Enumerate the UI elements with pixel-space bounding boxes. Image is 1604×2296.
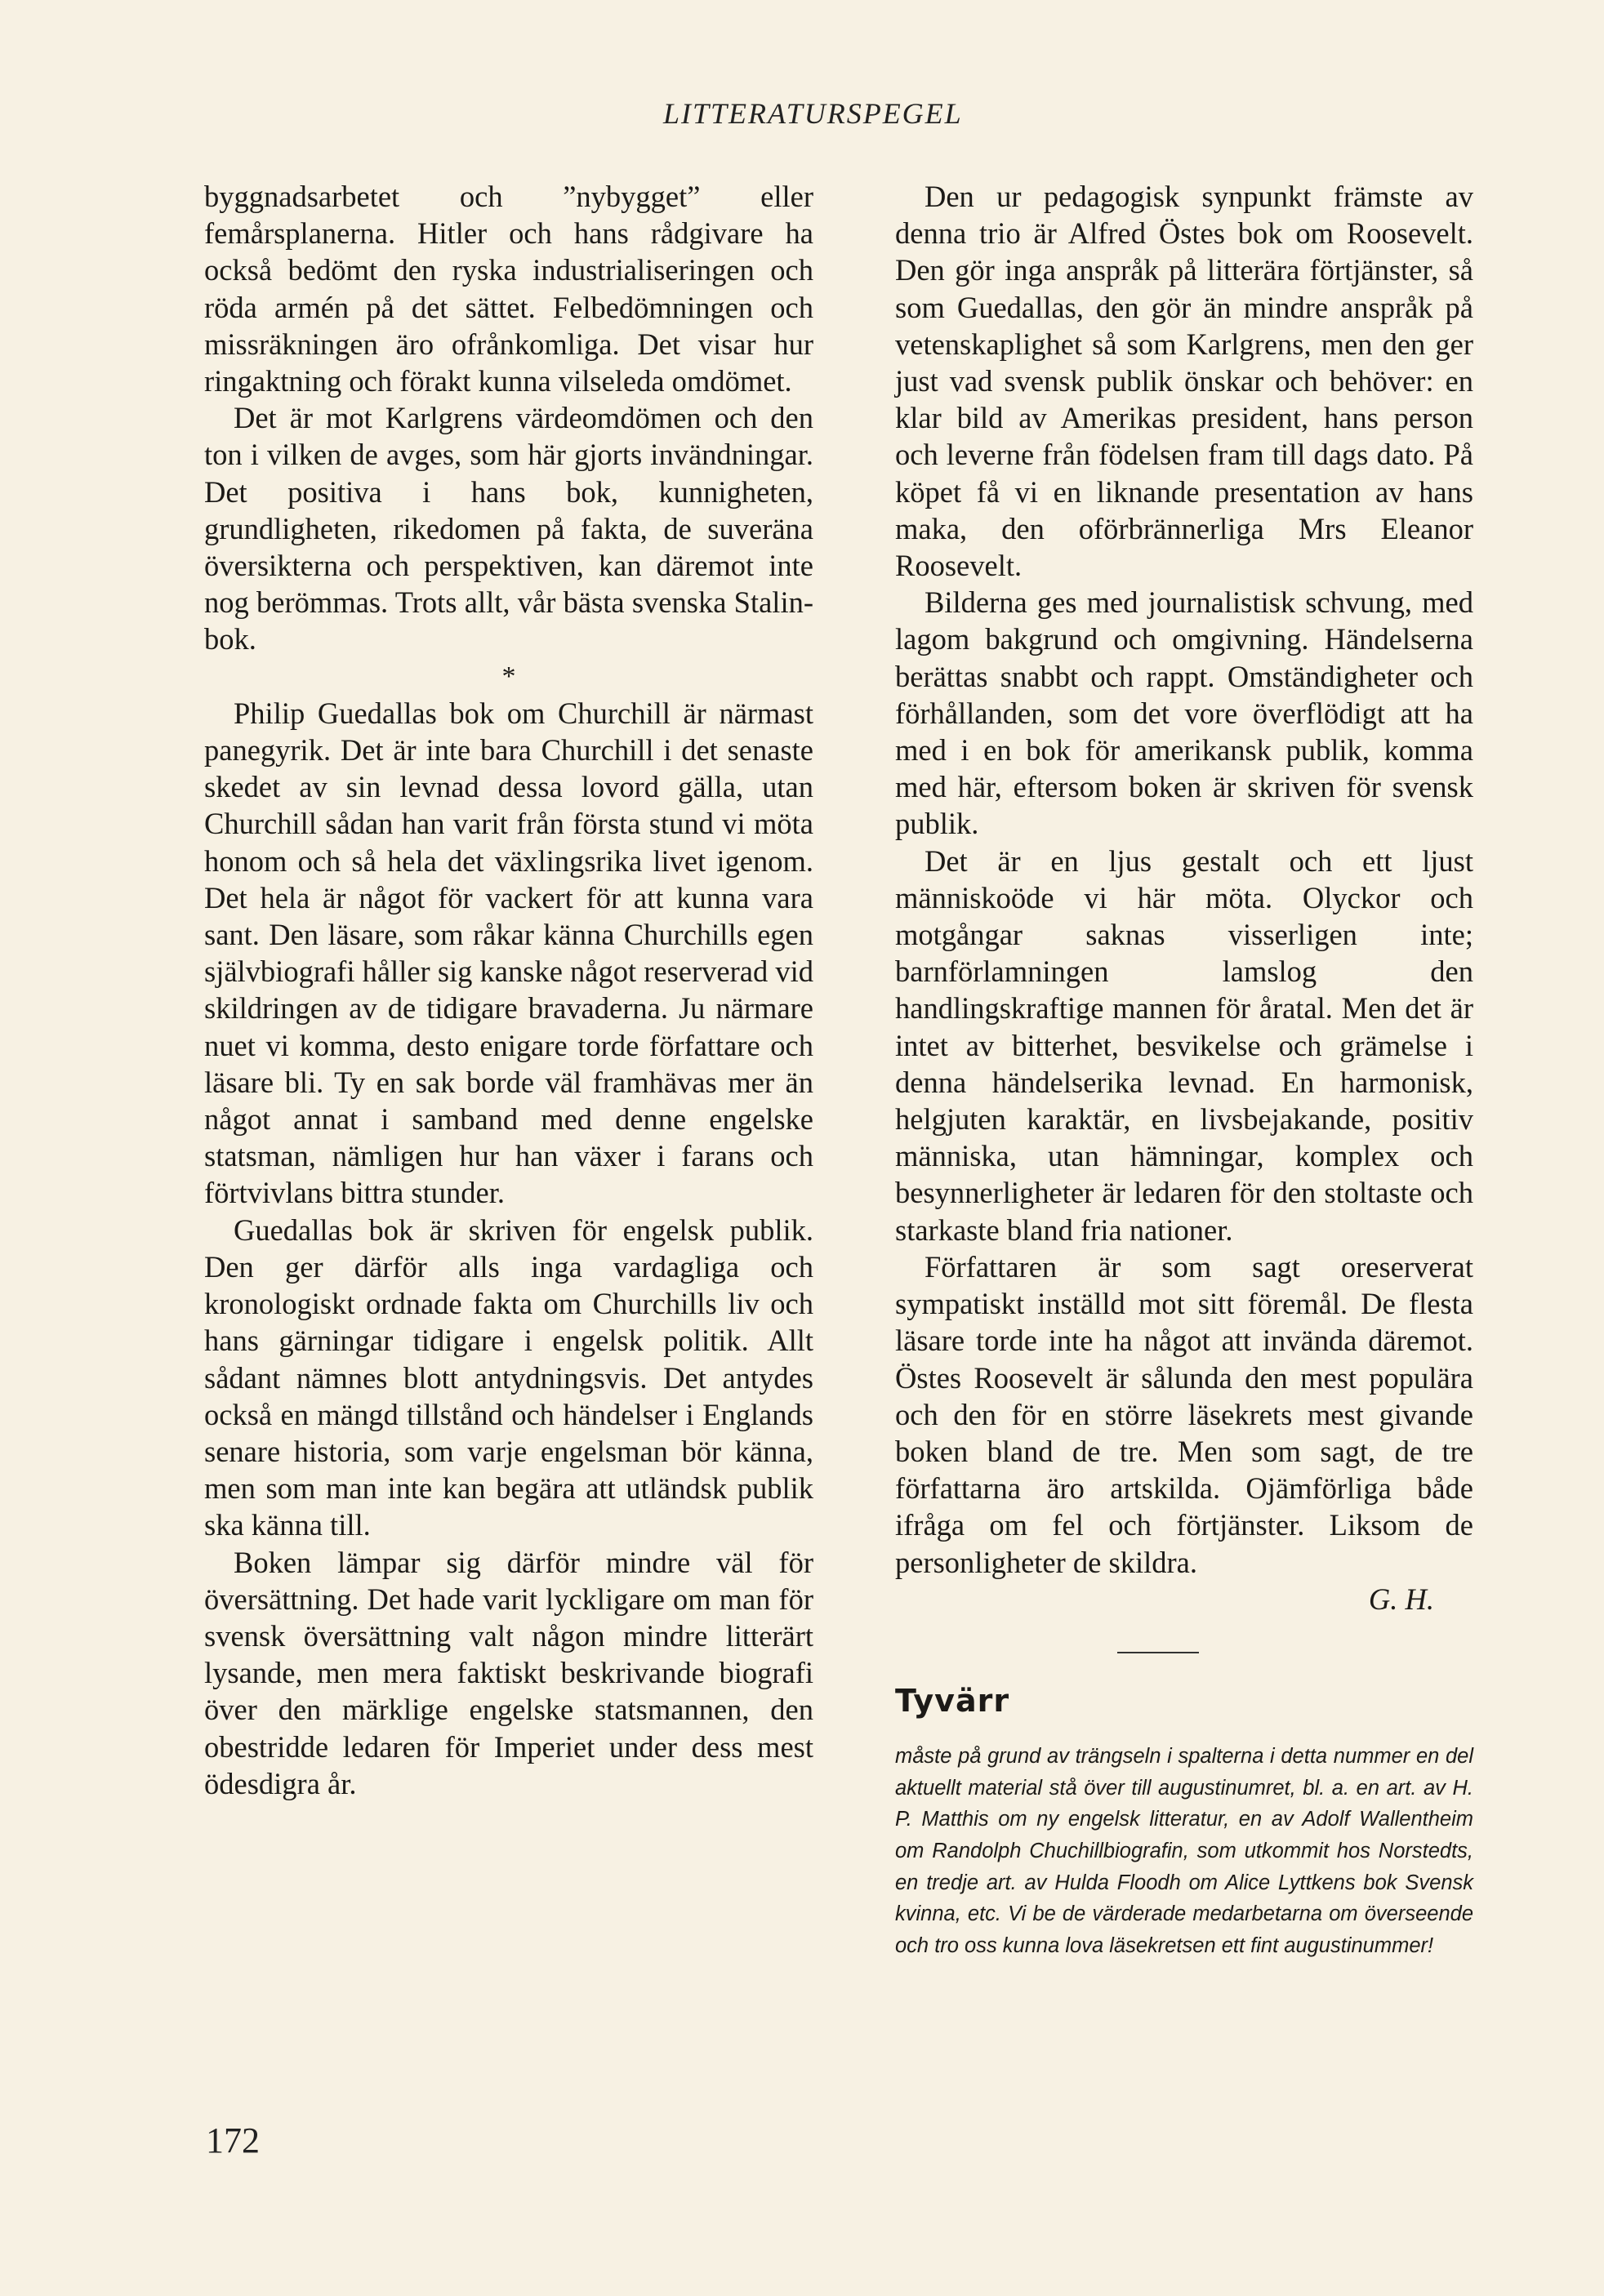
right-paragraph-3: Det är en ljus gestalt och ett ljust människoöde vi här möta. Olyckor och motgångar saknas visserligen inte; barnförlamningen lamslog den handlingskraftige mannen för åratal. Men det är intet av bitterhet, besvikelse och grämelse i denna händelserika levnad. En harmonisk, helgjuten karaktär, en livsbejakande, positiv människa, utan hämningar, komplex och besynnerligheter är ledaren för den stoltaste och starkaste bland fria nationer. [895, 843, 1473, 1247]
notice-body: måste på grund av trängseln i spalterna i detta nummer en del aktuellt material stå över till augustinumret, bl. a. en art. av H. P. Matthis om ny engelsk litteratur, en av Adolf Wallentheim om Randolph Chuchillbiografin, som utkommit hos Norstedts, en tredje art. av Hulda Floodh om Alice Lyttkens bok Svensk kvinna, etc. Vi be de värderade medarbetarna om överseende och tro oss kunna lova läsekretsen ett fint augustinummer! [895, 1745, 1473, 1957]
left-paragraph-3: Philip Guedallas bok om Churchill är närmast panegyrik. Det är inte bara Churchill i det senaste skedet av sin levnad dessa lovord gälla, utan Churchill sådan han varit från första stund vi möta honom och så hela det växlingsrika livet igenom. Det hela är något för vackert för att kunna vara sant. Den läsare, som råkar känna Churchills egen självbiografi håller sig kanske något reserverad vid skildringen av de tidigare bravaderna. Ju närmare nuet vi komma, desto enigare torde författare och läsare bli. Ty en sak borde väl framhävas mer än något annat i samband med denne engelske statsman, nämligen hur han växer i farans och förtvivlans bittra stunder. [204, 696, 813, 1210]
running-title: LITTERATURSPEGEL [663, 97, 963, 130]
left-column [204, 178, 813, 1802]
notice-title: Tyvärr [895, 1682, 1010, 1719]
right-paragraph-4: Författaren är som sagt oreserverat sympatiskt inställd mot sitt föremål. De flesta läsare torde inte ha något att invända däremot. Östes Roosevelt är sålunda den mest populära och den för en större läsekrets mest givande boken bland de tre. Men som sagt, de tre författarna äro artskilda. Ojämförliga både ifråga om fel och förtjänster. Liksom de personligheter de skildra. [895, 1249, 1473, 1579]
left-paragraph-1: byggnadsarbetet och ”nybygget” eller femårsplanerna. Hitler och hans rådgivare ha också bedömt den ryska industrialiseringen och röda armén på det sättet. Felbedömningen och missräkningen äro ofrånkomliga. Det visar hur ringaktning och förakt kunna vilseleda omdömet. [204, 180, 813, 398]
right-column [895, 178, 1473, 1961]
left-paragraph-2: Det är mot Karlgrens värdeomdömen och den ton i vilken de avges, som här gjorts invändningar. Det positiva i hans bok, kunnigheten, grundligheten, rikedomen på fakta, de suveräna översikterna och perspektiven, kan däremot inte nog berömmas. Trots allt, vår bästa svenska Stalin-bok. [204, 401, 813, 656]
section-separator: * [501, 661, 516, 692]
left-paragraph-4: Guedallas bok är skriven för engelsk publik. Den ger därför alls inga vardagliga och kronologiskt ordnade fakta om Churchills liv och hans gärningar tidigare i engelsk politik. Allt sådant nämnes blott antydningsvis. Det antydes också en mängd tillstånd och händelser i Englands senare historia, som varje engelsman bör känna, men som man inte kan begära att utländsk publik ska känna till. [204, 1213, 813, 1542]
right-paragraph-1: Den ur pedagogisk synpunkt främste av denna trio är Alfred Östes bok om Roosevelt. Den gör inga anspråk på litterära förtjänster, så som Guedallas, den gör än mindre anspråk på vetenskaplighet så som Karlgrens, men den ger just vad svensk publik önskar och behöver: en klar bild av Amerikas president, hans person och leverne från födelsen fram till dags dato. På köpet få vi en liknande presentation av hans maka, den oförbrännerliga Mrs Eleanor Roosevelt. [895, 180, 1473, 583]
left-paragraph-5: Boken lämpar sig därför mindre väl för översättning. Det hade varit lyckligare om man för svensk översättning valt någon mindre litterärt lysande, men mera faktiskt beskrivande biografi över den märklige engelske statsmannen, den obestridde ledaren för Imperiet under dess mest ödesdigra år. [204, 1545, 813, 1800]
page-number: 172 [206, 2120, 260, 2160]
right-paragraph-2: Bilderna ges med journalistisk schvung, med lagom bakgrund och omgivning. Händelserna berättas snabbt och rappt. Omständigheter och förhållanden, som det vore överflödigt att ha med i en bok för amerikansk publik, komma med här, eftersom boken är skriven för svensk publik. [895, 585, 1473, 841]
divider-rule [1117, 1652, 1199, 1653]
author-signature: G. H. [1368, 1582, 1434, 1616]
